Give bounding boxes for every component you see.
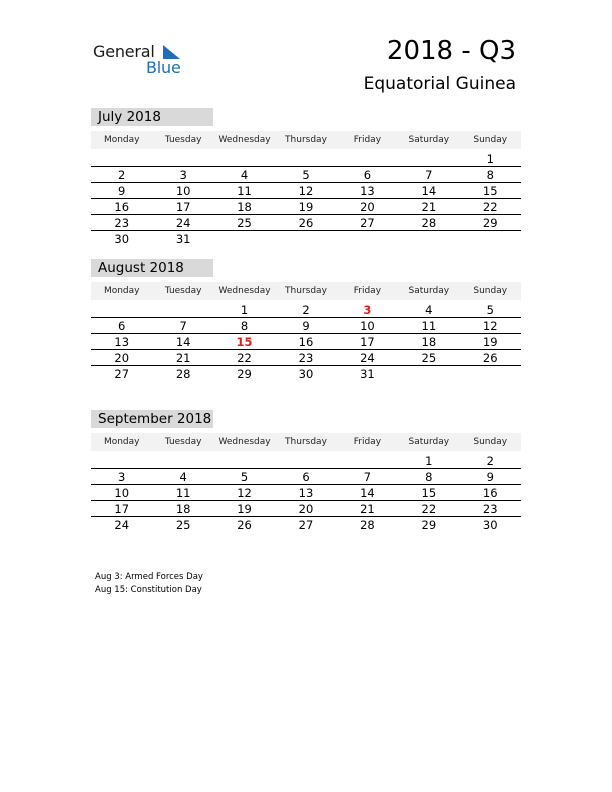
day-cell: 30 xyxy=(298,367,314,381)
weekday-header-row xyxy=(91,131,521,149)
day-cell: 26 xyxy=(298,216,314,230)
day-cell xyxy=(337,453,398,468)
day-cell: 20 xyxy=(114,351,130,365)
week-row xyxy=(91,485,521,501)
day-cell: 5 xyxy=(240,470,249,484)
day-cell: 30 xyxy=(482,518,498,532)
day-cell: 22 xyxy=(237,351,252,365)
day-cell: 17 xyxy=(175,200,191,214)
day-cell: 13 xyxy=(114,335,130,349)
day-cell: 11 xyxy=(421,319,437,333)
holiday-note: Aug 3: Armed Forces Day xyxy=(95,572,203,582)
week-row xyxy=(91,318,521,334)
day-cell: 15 xyxy=(421,486,437,500)
day-cell: 28 xyxy=(421,216,437,230)
day-cell: 2 xyxy=(302,303,310,317)
day-cell: 21 xyxy=(421,200,437,214)
day-cell: 27 xyxy=(298,518,314,532)
weekday-label: Wednesday xyxy=(218,286,271,296)
quarter-title: 2018 - Q3 xyxy=(386,36,516,66)
day-cell: 22 xyxy=(421,502,437,516)
day-cell: 14 xyxy=(360,486,375,500)
day-cell: 1 xyxy=(486,152,494,166)
week-row xyxy=(91,517,521,533)
weekday-label: Friday xyxy=(353,135,382,145)
holiday-notes xyxy=(95,571,203,596)
day-cell: 12 xyxy=(482,319,498,333)
day-cell: 25 xyxy=(421,351,437,365)
month-heading: August 2018 xyxy=(91,259,213,277)
day-cell: 17 xyxy=(360,335,375,349)
week-row xyxy=(91,215,521,231)
week-row xyxy=(91,302,521,318)
week-row xyxy=(91,453,521,469)
day-cell: 4 xyxy=(179,470,187,484)
day-cell: 5 xyxy=(302,168,310,182)
day-cell: 24 xyxy=(175,216,191,230)
holiday-note: Aug 15: Constitution Day xyxy=(95,584,202,595)
day-cell: 15 xyxy=(482,184,498,198)
day-cell: 6 xyxy=(302,470,310,484)
month-august xyxy=(91,259,521,382)
day-cell: 7 xyxy=(363,470,372,484)
country-name: Equatorial Guinea xyxy=(363,74,516,94)
day-cell: 8 xyxy=(425,470,433,484)
weekday-label: Monday xyxy=(103,135,140,145)
weekday-label: Thursday xyxy=(285,437,327,447)
month-heading: July 2018 xyxy=(91,108,213,126)
day-cell: 2 xyxy=(118,168,126,182)
day-cell: 27 xyxy=(114,367,130,381)
day-cell: 21 xyxy=(175,351,191,365)
week-row xyxy=(91,183,521,199)
day-cell: 9 xyxy=(486,470,494,484)
day-cell: 28 xyxy=(360,518,375,532)
day-cell: 29 xyxy=(421,518,437,532)
day-cell xyxy=(275,453,336,468)
day-cell: 9 xyxy=(118,184,126,198)
day-cell: 18 xyxy=(421,335,437,349)
day-cell: 23 xyxy=(482,502,498,516)
day-cell: 4 xyxy=(240,168,249,182)
day-cell: 3 xyxy=(179,168,187,182)
day-cell: 31 xyxy=(175,232,191,246)
day-cell xyxy=(398,366,459,382)
day-cell xyxy=(398,231,459,247)
weekday-label: Sunday xyxy=(473,437,508,447)
day-cell: 10 xyxy=(360,319,375,333)
day-cell: 7 xyxy=(179,319,187,333)
day-cell: 29 xyxy=(482,216,498,230)
day-cell: 25 xyxy=(237,216,252,230)
week-row xyxy=(91,469,521,485)
weekday-label: Monday xyxy=(103,286,140,296)
logo-word-general: General xyxy=(93,42,155,61)
day-cell: 13 xyxy=(298,486,314,500)
day-cell: 23 xyxy=(114,216,130,230)
day-cell xyxy=(275,151,336,166)
day-cell xyxy=(337,231,398,247)
week-row xyxy=(91,350,521,366)
day-cell xyxy=(91,151,152,166)
day-cell: 19 xyxy=(482,335,498,349)
day-cell: 3 xyxy=(363,303,372,317)
day-cell xyxy=(275,231,336,247)
weekday-label: Wednesday xyxy=(218,135,271,145)
day-cell: 5 xyxy=(486,303,494,317)
day-cell xyxy=(152,302,213,317)
weekday-label: Tuesday xyxy=(164,437,202,447)
day-cell: 16 xyxy=(114,200,130,214)
day-cell xyxy=(337,151,398,166)
day-cell xyxy=(214,151,275,166)
day-cell: 8 xyxy=(486,168,494,182)
weekday-label: Tuesday xyxy=(164,286,202,296)
day-cell: 16 xyxy=(482,486,498,500)
week-row xyxy=(91,334,521,350)
day-cell xyxy=(460,231,521,247)
month-september xyxy=(91,410,521,533)
weekday-label: Saturday xyxy=(408,286,450,296)
day-cell xyxy=(214,453,275,468)
day-cell: 20 xyxy=(360,200,375,214)
day-cell: 23 xyxy=(298,351,314,365)
week-row xyxy=(91,151,521,167)
generalblue-logo xyxy=(93,40,193,80)
day-cell: 18 xyxy=(175,502,191,516)
day-cell: 11 xyxy=(237,184,252,198)
day-cell: 8 xyxy=(240,319,249,333)
day-cell: 24 xyxy=(360,351,375,365)
day-cell: 26 xyxy=(237,518,252,532)
week-row xyxy=(91,231,521,247)
day-cell xyxy=(91,302,152,317)
weekday-label: Saturday xyxy=(408,437,450,447)
day-cell: 2 xyxy=(486,454,494,468)
day-cell: 9 xyxy=(302,319,310,333)
weekday-label: Friday xyxy=(353,286,382,296)
day-cell: 6 xyxy=(363,168,372,182)
day-cell: 31 xyxy=(360,367,375,381)
weekday-label: Tuesday xyxy=(164,135,202,145)
day-cell: 27 xyxy=(360,216,375,230)
week-row xyxy=(91,366,521,382)
day-cell xyxy=(152,453,213,468)
weekday-label: Sunday xyxy=(473,135,508,145)
day-cell: 26 xyxy=(482,351,498,365)
month-july xyxy=(91,108,521,247)
weekday-label: Wednesday xyxy=(218,437,271,447)
day-cell: 4 xyxy=(425,303,433,317)
day-cell: 7 xyxy=(425,168,433,182)
day-cell: 18 xyxy=(237,200,252,214)
weekday-label: Thursday xyxy=(285,286,327,296)
weekday-label: Monday xyxy=(103,437,140,447)
day-cell: 28 xyxy=(175,367,191,381)
day-cell: 19 xyxy=(237,502,252,516)
day-cell: 25 xyxy=(175,518,191,532)
week-row xyxy=(91,167,521,183)
logo-word-blue: Blue xyxy=(146,58,181,77)
week-row xyxy=(91,199,521,215)
day-cell: 14 xyxy=(421,184,437,198)
weekday-label: Saturday xyxy=(408,135,450,145)
day-cell: 11 xyxy=(175,486,191,500)
day-cell xyxy=(214,231,275,247)
weekday-header-row xyxy=(91,282,521,300)
day-cell: 10 xyxy=(175,184,191,198)
day-cell xyxy=(152,151,213,166)
week-row xyxy=(91,501,521,517)
day-cell: 10 xyxy=(114,486,130,500)
day-cell xyxy=(91,453,152,468)
weekday-header-row xyxy=(91,433,521,451)
day-cell: 6 xyxy=(118,319,126,333)
day-cell: 21 xyxy=(360,502,375,516)
day-cell: 3 xyxy=(118,470,126,484)
day-cell: 20 xyxy=(298,502,314,516)
day-cell: 30 xyxy=(114,232,130,246)
weekday-label: Sunday xyxy=(473,286,508,296)
day-cell: 13 xyxy=(360,184,375,198)
day-cell: 12 xyxy=(298,184,314,198)
day-cell: 16 xyxy=(298,335,314,349)
day-cell xyxy=(398,151,459,166)
month-heading: September 2018 xyxy=(91,410,213,428)
weekday-label: Thursday xyxy=(285,135,327,145)
weekday-label: Friday xyxy=(353,437,382,447)
day-cell: 14 xyxy=(175,335,191,349)
day-cell: 1 xyxy=(240,303,249,317)
day-cell: 1 xyxy=(425,454,433,468)
day-cell: 17 xyxy=(114,502,130,516)
day-cell: 29 xyxy=(237,367,252,381)
day-cell: 12 xyxy=(237,486,252,500)
day-cell: 19 xyxy=(298,200,314,214)
day-cell: 15 xyxy=(236,335,253,349)
day-cell: 24 xyxy=(114,518,130,532)
day-cell: 22 xyxy=(482,200,498,214)
day-cell xyxy=(460,366,521,382)
